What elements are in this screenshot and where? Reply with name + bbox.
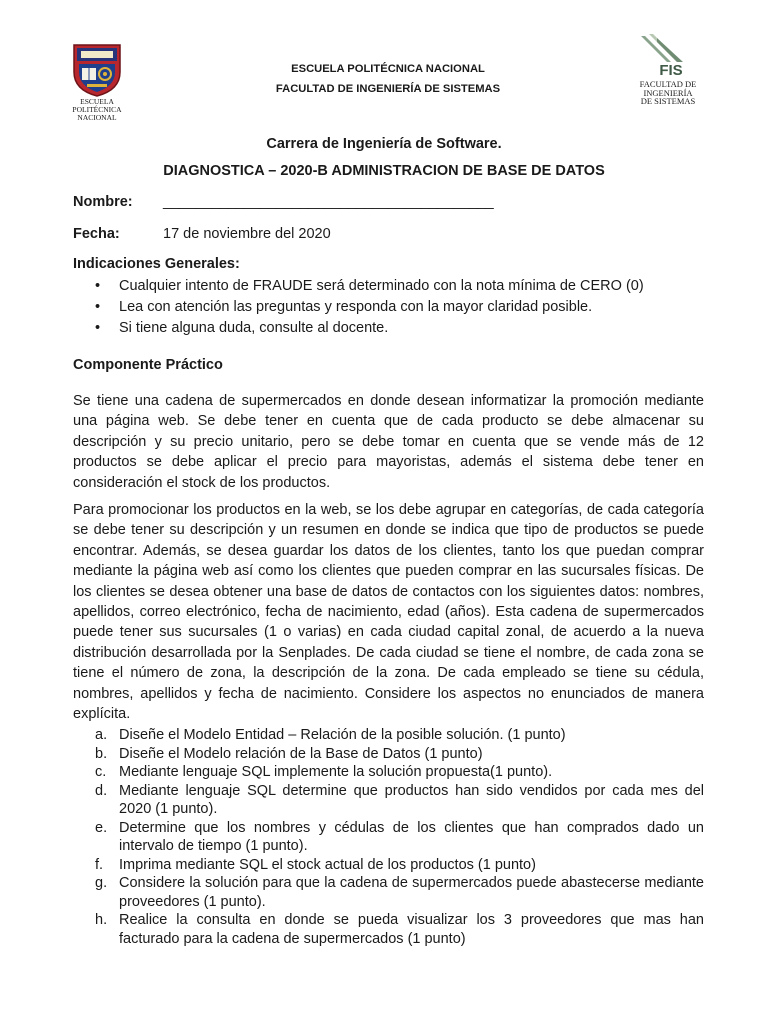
general-instructions-list bbox=[95, 276, 715, 339]
epn-logo-caption bbox=[62, 98, 132, 122]
task-item bbox=[95, 726, 704, 745]
scenario-paragraph-2: Para promocionar los productos en la web, se los debe agrupar en categorías, de cada categoría se debe tener su descripción y un resumen en donde se indica que tipo de productos se puede encontrar. Además, se desea guardar los datos de los clientes, tanto los que puedan comprar mediante la página web así como los clientes que pueden comprar en las sucursales físicas. De los clientes se desea obtener una base de datos de contactos con los siguientes datos: nombres, apellidos, correo electrónico, fecha de nacimiento, edad (años). Esta cadena de supermercados puede tener sus sucursales (1 o varias) en cada ciudad capital zonal, de acuerdo a la nueva distribución desarrollada por la Senplades. De cada ciudad se tiene el nombre, de cada zona se tiene el número de zona, la descripción de la zona. De cada empleado se tiene su cédula, nombres, apellidos y fecha de nacimiento. Considere los aspectos no enunciados de manera explícita. bbox=[73, 502, 704, 723]
task-item bbox=[95, 874, 704, 911]
task-letter: c. bbox=[95, 764, 107, 780]
task-text: Mediante lenguaje SQL implemente la solución propuesta(1 punto). bbox=[119, 764, 553, 780]
task-letter: h. bbox=[95, 912, 108, 928]
epn-logo bbox=[62, 42, 132, 122]
task-item bbox=[95, 856, 704, 875]
fis-mark-icon bbox=[637, 32, 699, 78]
practical-component-title: Componente Práctico bbox=[73, 357, 223, 373]
instruction-item: • Lea con atención las preguntas y responda con la mayor claridad posible. bbox=[95, 297, 715, 318]
task-item bbox=[95, 763, 704, 782]
task-text: Mediante lenguaje SQL determine que productos han sido vendidos por cada mes del 2020 (1 punto). bbox=[119, 782, 704, 817]
fis-caption-line2: INGENIERÍA bbox=[643, 87, 693, 98]
task-item bbox=[95, 911, 704, 948]
task-item bbox=[95, 782, 704, 819]
task-letter: e. bbox=[95, 819, 108, 836]
task-text: Diseñe el Modelo Entidad – Relación de la posible solución. (1 punto) bbox=[119, 727, 566, 743]
task-item bbox=[95, 819, 704, 856]
fis-caption-line3: DE SISTEMAS bbox=[640, 96, 696, 106]
name-blank: _________________________________________ bbox=[163, 194, 494, 210]
faculty-name: FACULTAD DE INGENIERÍA DE SISTEMAS bbox=[275, 83, 501, 95]
scenario-paragraph-1: Se tiene una cadena de supermercados en donde desean informatizar la promoción mediante una página web. Se debe tener en cuenta que de cada producto se debe almacenar su descripción y su precio unitario, pero se debe tomar en cuenta que se vende más de 12 productos se debe aplicar el precio para mayoristas, además el sistema debe tener en consideración el stock de los productos. bbox=[73, 393, 704, 491]
task-letter: a. bbox=[95, 727, 108, 743]
task-letter: f. bbox=[95, 856, 104, 873]
fis-logo bbox=[620, 32, 716, 106]
name-label: Nombre: bbox=[73, 194, 133, 210]
task-text: Imprima mediante SQL el stock actual de los productos (1 punto) bbox=[119, 856, 536, 873]
epn-caption-line2: POLITÉCNICA bbox=[72, 105, 122, 114]
task-text: Determine que los nombres y cédulas de los clientes que han comprados dado un intervalo de tiempo (1 punto). bbox=[119, 819, 704, 854]
institution-name: ESCUELA POLITÉCNICA NACIONAL bbox=[291, 63, 485, 75]
epn-caption-line3: NACIONAL bbox=[77, 113, 117, 122]
fis-caption-line1: FACULTAD DE bbox=[639, 79, 697, 89]
instruction-item: • Si tiene alguna duda, consulte al docente. bbox=[95, 318, 715, 339]
task-item bbox=[95, 745, 704, 764]
task-letter: d. bbox=[95, 782, 108, 799]
task-text: Diseñe el Modelo relación de la Base de Datos (1 punto) bbox=[119, 745, 483, 762]
career-title: Carrera de Ingeniería de Software. bbox=[266, 136, 502, 152]
task-letter: b. bbox=[95, 745, 108, 762]
task-letter: g. bbox=[95, 875, 108, 891]
instruction-item: • Cualquier intento de FRAUDE será determinado con la nota mínima de CERO (0) bbox=[95, 276, 715, 297]
exam-title: DIAGNOSTICA – 2020-B ADMINISTRACION DE BASE DE DATOS bbox=[163, 163, 605, 179]
fis-mark-text: FIS bbox=[659, 62, 683, 78]
date-label: Fecha: bbox=[73, 226, 120, 242]
general-instructions-title: Indicaciones Generales: bbox=[73, 256, 240, 272]
date-value: 17 de noviembre del 2020 bbox=[163, 226, 331, 242]
epn-crest-icon bbox=[71, 42, 123, 98]
fis-logo-caption bbox=[620, 80, 716, 106]
task-list bbox=[95, 726, 704, 948]
epn-caption-line1: ESCUELA bbox=[80, 97, 114, 106]
task-text: Considere la solución para que la cadena de supermercados puede abastecerse mediante proveedores (1 punto). bbox=[119, 875, 704, 910]
task-text: Realice la consulta en donde se pueda visualizar los 3 proveedores que mas han facturado para la cadena de supermercados (1 punto) bbox=[119, 912, 704, 947]
